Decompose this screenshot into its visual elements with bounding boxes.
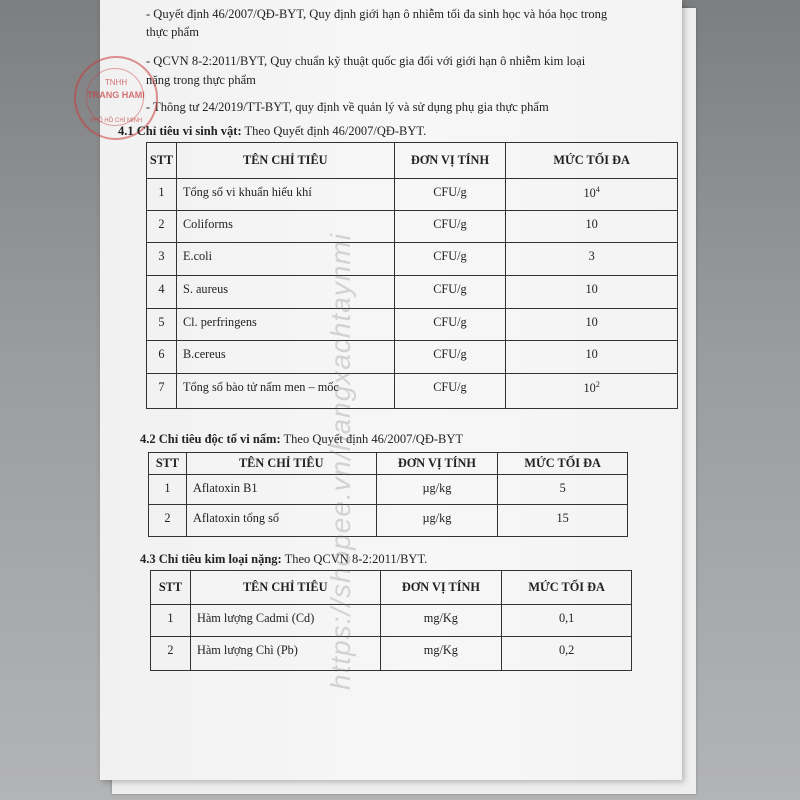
row-stt: 2	[164, 511, 171, 525]
row-max: 10	[585, 347, 598, 361]
intro-line-5: - Thông tư 24/2019/TT-BYT, quy định về quản lý và sử dụng phụ gia thực phẩm	[146, 100, 549, 114]
row-max: 0,1	[558, 611, 575, 625]
row-stt: 2	[167, 643, 174, 657]
row-name: Hàm lượng Chì (Pb)	[196, 643, 298, 657]
row-name: S. aureus	[182, 282, 229, 296]
row-stt: 1	[158, 185, 165, 199]
row-name: B.cereus	[182, 347, 226, 361]
header-name: TÊN CHỈ TIÊU	[186, 453, 376, 475]
header-max: MỨC TỐI ĐA	[506, 143, 678, 179]
intro-line-3: - QCVN 8-2:2011/BYT, Quy chuẩn kỹ thuật quốc gia đối với giới hạn ô nhiễm kim loại	[146, 54, 586, 68]
row-unit: CFU/g	[433, 185, 467, 199]
row-unit: mg/Kg	[423, 611, 458, 625]
row-stt: 1	[164, 481, 171, 495]
document-page	[87, 0, 682, 780]
section-4-1-heading	[118, 124, 426, 139]
max-exponent: 4	[595, 185, 600, 194]
row-max: 15	[556, 511, 569, 525]
row-name: E.coli	[182, 249, 213, 263]
row-unit: CFU/g	[433, 315, 467, 329]
stamp-text-2: TRANG HAMI	[87, 90, 145, 100]
table-row	[149, 475, 628, 505]
row-name: Cl. perfringens	[182, 315, 257, 329]
table-row	[147, 374, 678, 409]
section-4-2-reference: Theo Quyết định 46/2007/QĐ-BYT	[280, 432, 464, 446]
table-row	[151, 605, 632, 637]
header-max: MỨC TỐI ĐA	[498, 453, 628, 475]
row-max: 5	[559, 481, 566, 495]
section-4-1-reference: Theo Quyết định 46/2007/QĐ-BYT.	[241, 124, 427, 138]
section-4-3-heading	[140, 552, 427, 567]
row-unit: mg/Kg	[423, 643, 458, 657]
section-4-2-title: 4.2 Chỉ tiêu độc tố vi nấm:	[140, 432, 281, 446]
row-unit: CFU/g	[433, 249, 467, 263]
mycotoxin-table	[148, 452, 628, 537]
header-unit: ĐƠN VỊ TÍNH	[380, 571, 502, 605]
section-4-1-title: 4.1 Chỉ tiêu vi sinh vật:	[118, 124, 242, 138]
row-unit: µg/kg	[422, 511, 452, 525]
shop-url-watermark: https://shopee.vn/hangxachtaynmi	[325, 233, 356, 690]
section-4-2-heading	[140, 432, 463, 447]
section-4-3-title: 4.3 Chỉ tiêu kim loại nặng:	[140, 552, 282, 566]
max-base: 10	[583, 381, 596, 396]
row-stt: 4	[158, 282, 165, 296]
table-row	[151, 637, 632, 671]
row-max: 0,2	[558, 643, 575, 657]
header-unit: ĐƠN VỊ TÍNH	[376, 453, 498, 475]
row-name: Aflatoxin tổng số	[192, 511, 280, 525]
row-unit: CFU/g	[433, 217, 467, 231]
row-max: 10	[585, 315, 598, 329]
header-name: TÊN CHỈ TIÊU	[176, 143, 394, 179]
row-max	[506, 374, 677, 396]
table-row	[147, 276, 678, 309]
row-unit: CFU/g	[433, 380, 467, 394]
stamp-text-1: TNHH	[104, 78, 128, 87]
row-max: 10	[585, 217, 598, 231]
table-row	[147, 179, 678, 211]
row-stt: 6	[158, 347, 165, 361]
row-stt: 2	[158, 217, 165, 231]
max-exponent: 2	[595, 380, 600, 389]
microbiology-table	[146, 142, 678, 409]
heavy-metal-table	[150, 570, 632, 671]
row-unit: CFU/g	[433, 347, 467, 361]
section-4-3-reference: Theo QCVN 8-2:2011/BYT.	[281, 552, 428, 566]
header-stt: STT	[147, 143, 177, 179]
row-max: 10	[585, 282, 598, 296]
header-stt: STT	[149, 453, 187, 475]
row-stt: 5	[158, 315, 165, 329]
table-row	[147, 309, 678, 341]
intro-line-2: thực phẩm	[146, 25, 199, 39]
row-name: Tổng số bào tử nấm men – mốc	[182, 380, 339, 394]
table-row	[149, 505, 628, 537]
table-row	[147, 243, 678, 276]
row-name: Tổng số vi khuẩn hiếu khí	[182, 185, 312, 199]
row-max	[506, 179, 677, 201]
row-name: Coliforms	[182, 217, 233, 231]
intro-line-4: nặng trong thực phẩm	[146, 73, 256, 87]
row-name: Aflatoxin B1	[192, 481, 258, 495]
intro-line-1: - Quyết định 46/2007/QĐ-BYT, Quy định giới hạn ô nhiễm tối đa sinh học và hóa học trong	[146, 7, 608, 21]
table-row	[147, 341, 678, 374]
max-base: 10	[583, 186, 596, 201]
stamp-text-3: PHỐ HỒ CHÍ MINH	[89, 118, 143, 124]
row-unit: CFU/g	[433, 282, 467, 296]
row-stt: 7	[158, 380, 165, 394]
header-unit: ĐƠN VỊ TÍNH	[394, 143, 506, 179]
header-stt: STT	[151, 571, 191, 605]
table-row	[147, 211, 678, 243]
header-name: TÊN CHỈ TIÊU	[190, 571, 380, 605]
row-name: Hàm lượng Cadmi (Cd)	[196, 611, 315, 625]
row-max: 3	[588, 249, 595, 263]
row-stt: 3	[158, 249, 165, 263]
row-unit: µg/kg	[422, 481, 452, 495]
row-stt: 1	[167, 611, 174, 625]
header-max: MỨC TỐI ĐA	[502, 571, 632, 605]
